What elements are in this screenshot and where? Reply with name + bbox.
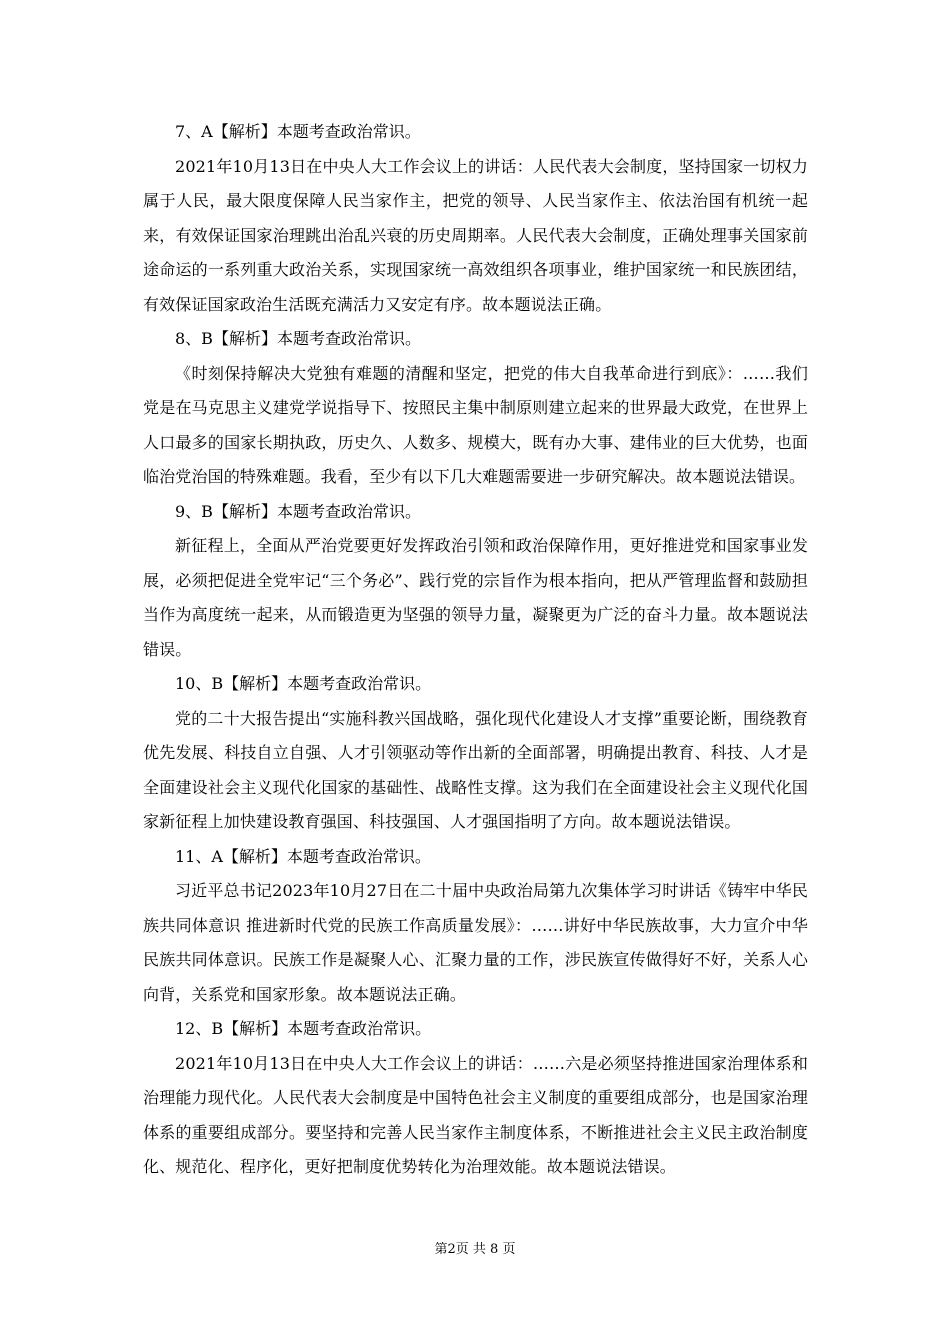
- answer-heading: 7、A【解析】本题考查政治常识。: [175, 122, 421, 141]
- answer-explanation: 2021年10月13日在中央人大工作会议上的讲话：……六是必须坚持推进国家治理体系和治理能力现代化。人民代表大会制度是中国特色社会主义制度的重要组成部分，也是国家治理体系的重要组成部分。要坚持和完善人民当家作主制度体系，不断推进社会主义民主政治制度化、规范化、程序化，更好把制度优势转化为治理效能。故本题说法错误。: [143, 1053, 808, 1176]
- answer-item-12: [143, 1012, 808, 1185]
- answer-explanation: 2021年10月13日在中央人大工作会议上的讲话：人民代表大会制度，坚持国家一切权力属于人民，最大限度保障人民当家作主，把党的领导、人民当家作主、依法治国有机统一起来，有效保证国家治理跳出治乱兴衰的历史周期率。人民代表大会制度，正确处理事关国家前途命运的一系列重大政治关系，实现国家统一高效组织各项事业，维护国家统一和民族团结，有效保证国家政治生活既充满活力又安定有序。故本题说法正确。: [143, 156, 808, 314]
- answer-heading: 11、A【解析】本题考查政治常识。: [175, 846, 431, 866]
- answer-explanation: 习近平总书记2023年10月27日在二十届中央政治局第九次集体学习时讲话《铸牢中华民族共同体意识 推进新时代党的民族工作高质量发展》：……讲好中华民族故事，大力宣介中华民族共同体意识。民族工作是凝聚人心、汇聚力量的工作，涉民族宣传做得好不好，关系人心向背，关系党和国家形象。故本题说法正确。: [143, 881, 808, 1004]
- answer-item-7: [143, 115, 808, 322]
- answer-explanation: 党的二十大报告提出“实施科教兴国战略，强化现代化建设人才支撑”重要论断，围绕教育优先发展、科技自立自强、人才引领驱动等作出新的全面部署，明确提出教育、科技、人才是全面建设社会主义现代化国家的基础性、战略性支撑。这为我们在全面建设社会主义现代化国家新征程上加快建设教育强国、科技强国、人才强国指明了方向。故本题说法错误。: [143, 708, 808, 831]
- page-number-footer: 第2页 共 8 页: [434, 1242, 516, 1257]
- answer-item-10: [143, 667, 808, 840]
- answer-heading: 10、B【解析】本题考查政治常识。: [175, 674, 432, 693]
- answer-explanations: [143, 115, 808, 1185]
- answer-item-9: [143, 495, 808, 668]
- answer-item-11: [143, 840, 808, 1013]
- answer-heading: 8、B【解析】本题考查政治常识。: [175, 329, 421, 348]
- answer-heading: 12、B【解析】本题考查政治常识。: [175, 1019, 432, 1038]
- answer-item-8: [143, 322, 808, 495]
- answer-explanation: 《时刻保持解决大党独有难题的清醒和坚定，把党的伟大自我革命进行到底》：……我们党是在马克思主义建党学说指导下、按照民主集中制原则建立起来的世界最大政党，在世界上人口最多的国家长期执政，历史久、人数多、规模大，既有办大事、建伟业的巨大优势，也面临治党治国的特殊难题。我看，至少有以下几大难题需要进一步研究解决。故本题说法错误。: [143, 363, 808, 486]
- answer-heading: 9、B【解析】本题考查政治常识。: [175, 501, 421, 521]
- answer-explanation: 新征程上，全面从严治党要更好发挥政治引领和政治保障作用，更好推进党和国家事业发展，必须把促进全党牢记“三个务必”、践行党的宗旨作为根本指向，把从严管理监督和鼓励担当作为高度统一起来，从而锻造更为坚强的领导力量，凝聚更为广泛的奋斗力量。故本题说法错误。: [143, 536, 808, 659]
